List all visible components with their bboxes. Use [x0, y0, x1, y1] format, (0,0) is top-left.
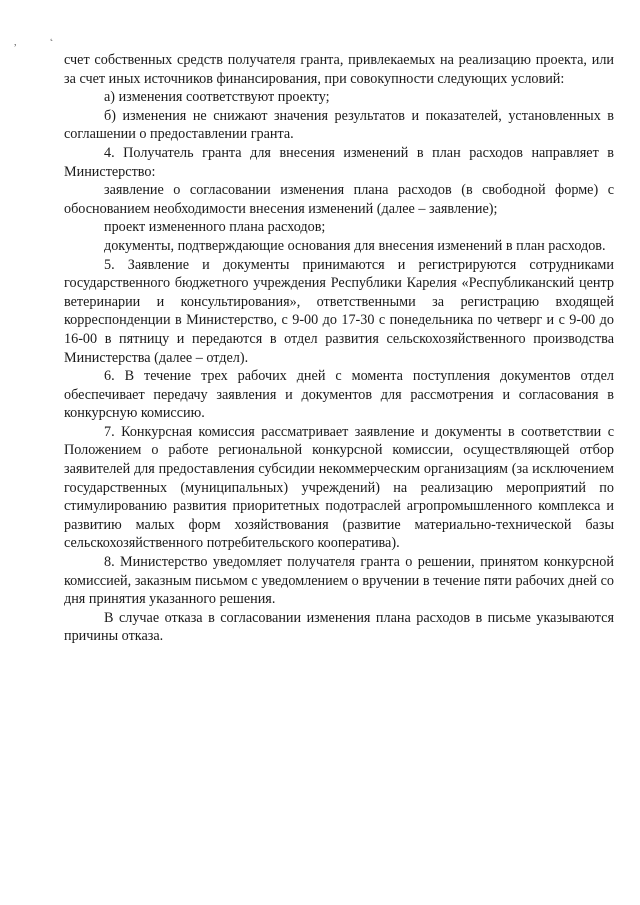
paragraph-project: проект измененного плана расходов;	[104, 219, 326, 236]
paragraph-item-a: а) изменения соответствуют проекту;	[104, 89, 330, 106]
paragraph-7: 7. Конкурсная комиссия рассматривает заявление и документы в соответствии с Положением о работе региональной конкурсной комиссии, осуществляющей отбор заявителей для предоставления субсидии некоммерческим организациям (за исключением государственных (муниципальных) учреждений) на реализацию мероприятий по стимулированию развития приоритетных подотраслей агропромышленного комплекса и развитию малых форм хозяйствования (развитие материально-технической базы сельскохозяйственного потребительского кооператива).	[64, 423, 614, 552]
paragraph-continuation: счет собственных средств получателя гранта, привлекаемых на реализацию проекта, или за счет иных источников финансирования, при совокупности следующих условий:	[64, 52, 614, 87]
paragraph-application: заявление о согласовании изменения плана расходов (в свободной форме) с обоснованием необходимости внесения изменений (далее – заявление);	[64, 182, 614, 217]
paragraph-documents: документы, подтверждающие основания для внесения изменений в план расходов.	[104, 237, 606, 254]
paragraph-4: 4. Получатель гранта для внесения изменений в план расходов направляет в Министерство:	[64, 144, 614, 180]
paragraph-8: 8. Министерство уведомляет получателя гранта о решении, принятом конкурсной комиссией, заказным письмом с уведомлением о вручении в течение пяти рабочих дней со дня принятия указанного решения.	[64, 554, 614, 608]
paragraph-6: 6. В течение трех рабочих дней с момента поступления документов отдел обеспечивает передачу заявления и документов для рассмотрения и согласования в конкурсную комиссию.	[64, 368, 614, 422]
paragraph-5: 5. Заявление и документы принимаются и регистрируются сотрудниками государственного бюджетного учреждения Республики Карелия «Республиканский центр ветеринарии и консультирования», ответственными за регистрацию входящей корреспонденции в Министерство, с 9-00 до 17-30 с понедельника по четверг и с 9-00 до 16-00 в пятницу и передаются в отдел развития сельскохозяйственного производства Министерства (далее – отдел).	[64, 256, 614, 366]
paragraph-item-b: б) изменения не снижают значения результатов и показателей, установленных в соглашении о предоставлении гранта.	[64, 107, 614, 143]
scan-mark: ˛	[50, 31, 54, 42]
document-body	[64, 51, 614, 646]
paragraph-refusal: В случае отказа в согласовании изменения плана расходов в письме указываются причины отказа.	[64, 609, 614, 645]
scan-mark: ,	[14, 37, 17, 48]
